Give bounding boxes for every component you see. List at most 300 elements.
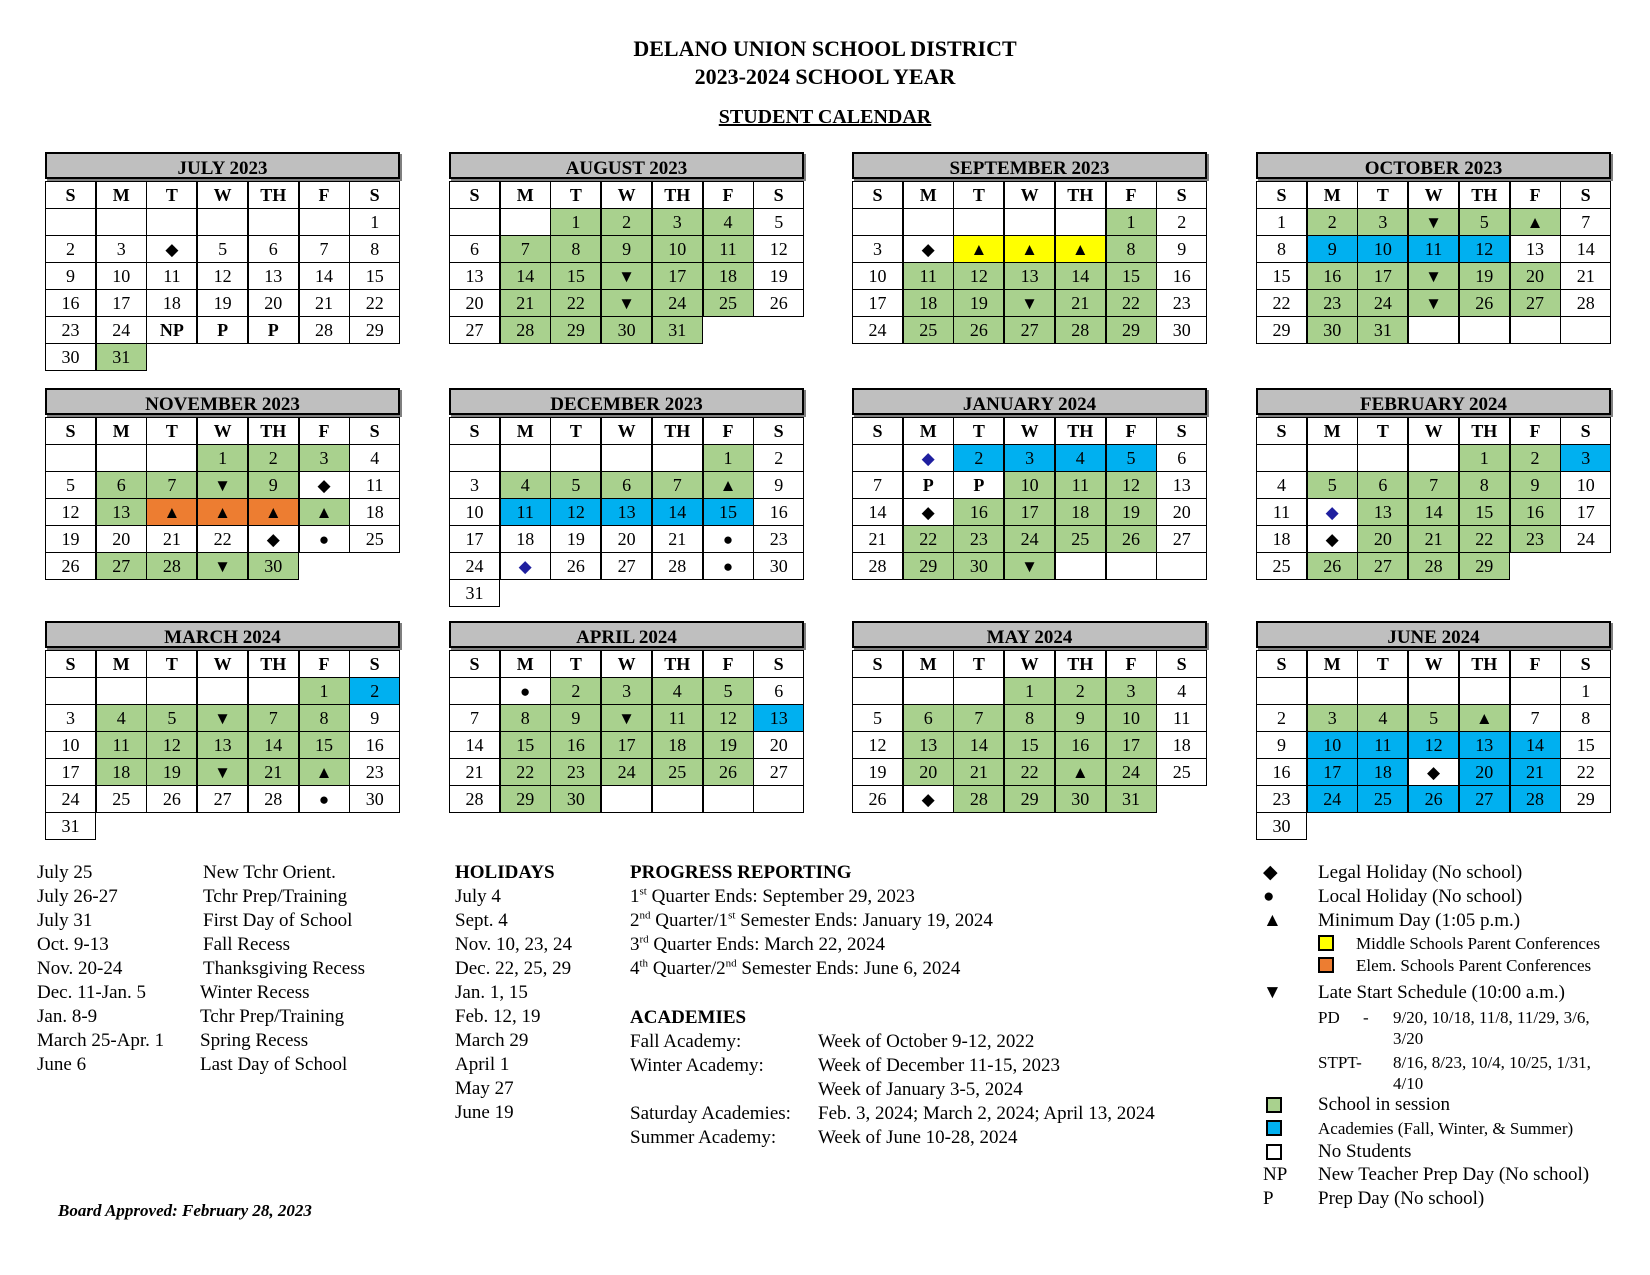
day-cell: 15 [1560,731,1611,759]
day-cell: 9 [1055,704,1106,732]
key-date-event: Last Day of School [200,1054,348,1075]
day-cell: 11 [1357,731,1408,759]
triangle-down-icon: ▼ [601,262,652,290]
day-cell [1459,316,1510,344]
day-cell: 19 [953,289,1004,317]
day-cell: 5 [1307,471,1358,499]
day-cell: 6 [1156,444,1207,472]
academy-value: Week of January 3-5, 2024 [818,1079,1023,1100]
day-cell: 21 [1560,262,1611,290]
day-cell: 6 [903,704,954,732]
day-cell: 28 [1560,289,1611,317]
legend-no-students: No Students [1318,1141,1412,1162]
day-cell: 29 [500,785,551,813]
progress-title: PROGRESS REPORTING [630,862,852,883]
day-cell: 7 [652,471,703,499]
legend-pd-dash: - [1363,1008,1369,1027]
day-cell [1106,552,1157,580]
diamond-icon: ◆ [1408,758,1459,786]
key-date-event: Tchr Prep/Training [200,1006,345,1027]
day-cell: 20 [449,289,500,317]
day-cell: 5 [1459,208,1510,236]
day-cell: 14 [652,498,703,526]
day-cell [1560,316,1611,344]
day-cell [248,677,299,705]
weekday-header: TH [1055,417,1106,445]
weekday-header: W [197,181,248,209]
circle-icon: ● [703,525,754,553]
day-cell: 27 [449,316,500,344]
day-cell: 7 [852,471,903,499]
day-cell [146,677,197,705]
day-cell: 26 [753,289,804,317]
day-cell: 17 [652,262,703,290]
day-cell: 3 [852,235,903,263]
weekday-header: S [1560,181,1611,209]
day-cell: 16 [349,731,400,759]
day-cell: 27 [753,758,804,786]
key-date-event: Spring Recess [200,1030,309,1051]
legend-late-start: Late Start Schedule (10:00 a.m.) [1318,982,1565,1003]
weekday-header: F [1106,650,1157,678]
day-cell: 7 [299,235,350,263]
day-cell: 23 [753,525,804,553]
month-grid [45,650,400,836]
weekday-header: TH [652,650,703,678]
day-cell [1408,444,1459,472]
diamond-icon: ◆ [248,525,299,553]
legend-p-text: Prep Day (No school) [1318,1188,1485,1209]
day-cell [1357,444,1408,472]
day-cell: 7 [1560,208,1611,236]
day-cell: 28 [500,316,551,344]
day-cell: 7 [500,235,551,263]
day-cell: 11 [903,262,954,290]
day-cell: 18 [1156,731,1207,759]
key-date: Nov. 20-24 [37,958,123,979]
day-cell: 28 [449,785,500,813]
weekday-header: S [45,417,96,445]
day-cell: 3 [1004,444,1055,472]
day-cell: 24 [45,785,96,813]
day-cell: 16 [1510,498,1561,526]
day-cell: 15 [299,731,350,759]
day-cell: 26 [146,785,197,813]
day-cell: 8 [1256,235,1307,263]
diamond-icon: ◆ [500,552,551,580]
day-cell: 1 [197,444,248,472]
day-cell: 3 [1560,444,1611,472]
day-cell: 1 [703,444,754,472]
day-cell: 12 [1459,235,1510,263]
day-cell: 13 [753,704,804,732]
weekday-header: S [449,181,500,209]
day-cell: 13 [601,498,652,526]
day-cell: 22 [550,289,601,317]
weekday-header: W [1408,181,1459,209]
day-cell: 5 [197,235,248,263]
day-cell: 27 [1510,289,1561,317]
progress-q2: 2nd Quarter/1st Semester Ends: January 19, 2024 [630,909,993,931]
academy-label: Winter Academy: [630,1055,764,1076]
day-cell: 16 [1156,262,1207,290]
academy-label: Saturday Academies: [630,1103,791,1124]
day-cell: 21 [146,525,197,553]
triangle-down-icon: ▼ [1004,552,1055,580]
day-cell: 18 [1055,498,1106,526]
day-cell: 28 [1510,785,1561,813]
day-cell [96,677,147,705]
day-cell: 16 [953,498,1004,526]
day-cell: 26 [953,316,1004,344]
weekday-header: M [903,181,954,209]
day-cell: 16 [753,498,804,526]
weekday-header: M [500,181,551,209]
day-cell: 12 [197,262,248,290]
day-cell: 8 [550,235,601,263]
legend-ms-conferences: Middle Schools Parent Conferences [1356,934,1601,953]
day-cell [45,208,96,236]
progress-q1: 1st Quarter Ends: September 29, 2023 [630,885,915,907]
day-cell: 15 [1106,262,1157,290]
day-cell: 14 [953,731,1004,759]
day-cell [248,208,299,236]
month-title: DECEMBER 2023 [449,388,804,415]
weekday-header: W [1408,417,1459,445]
weekday-header: M [96,417,147,445]
key-date-event: New Tchr Orient. [203,862,336,883]
month-grid [449,181,804,343]
day-cell: 1 [1256,208,1307,236]
day-cell: 12 [1408,731,1459,759]
day-cell: 17 [601,731,652,759]
diamond-icon: ◆ [903,235,954,263]
day-cell: 24 [449,552,500,580]
month-4 [1256,152,1611,343]
day-cell [753,785,804,813]
day-cell: 6 [753,677,804,705]
day-cell: 9 [1256,731,1307,759]
day-cell: 25 [652,758,703,786]
legend-minimum-day: Minimum Day (1:05 p.m.) [1318,910,1521,931]
triangle-up-icon: ▲ [1055,758,1106,786]
day-cell: 13 [1459,731,1510,759]
weekday-header: S [1256,650,1307,678]
day-cell: 8 [1459,471,1510,499]
day-cell: 1 [1560,677,1611,705]
academy-value: Week of October 9-12, 2022 [818,1031,1035,1052]
circle-icon: ● [299,525,350,553]
weekday-header: T [146,650,197,678]
diamond-icon: ◆ [903,498,954,526]
day-cell: 11 [500,498,551,526]
key-date: March 25-Apr. 1 [37,1030,165,1051]
day-cell [1459,677,1510,705]
yellow-swatch-icon [1318,935,1334,951]
day-cell: 17 [1307,758,1358,786]
weekday-header: TH [1459,181,1510,209]
day-cell: 11 [1156,704,1207,732]
weekday-header: S [852,181,903,209]
day-cell: 29 [1106,316,1157,344]
day-cell: 17 [449,525,500,553]
day-cell: 15 [500,731,551,759]
day-cell: 12 [753,235,804,263]
day-cell: 18 [146,289,197,317]
weekday-header: S [1156,650,1207,678]
weekday-header: TH [1459,650,1510,678]
day-cell: 24 [1357,289,1408,317]
day-cell: 22 [1256,289,1307,317]
day-cell: 9 [550,704,601,732]
day-cell [1156,552,1207,580]
month-title: MARCH 2024 [45,621,400,648]
holiday-date: April 1 [455,1054,510,1075]
day-cell: 1 [550,208,601,236]
day-cell: 2 [1055,677,1106,705]
month-title: FEBRUARY 2024 [1256,388,1611,415]
key-date: July 25 [37,862,93,883]
day-cell: 14 [1408,498,1459,526]
day-cell: 30 [1055,785,1106,813]
legend-pd-label: PD [1318,1008,1340,1027]
day-cell: 10 [652,235,703,263]
day-cell: 22 [197,525,248,553]
day-cell [1408,316,1459,344]
day-cell: 18 [652,731,703,759]
day-cell [953,208,1004,236]
day-cell: 11 [1408,235,1459,263]
day-cell: 29 [1004,785,1055,813]
day-cell: 21 [1510,758,1561,786]
day-cell: 24 [652,289,703,317]
day-cell: 10 [449,498,500,526]
day-cell: 20 [601,525,652,553]
weekday-header: S [1156,181,1207,209]
weekday-header: W [1004,650,1055,678]
triangle-down-icon: ▼ [601,289,652,317]
day-cell: 19 [45,525,96,553]
holiday-date: Sept. 4 [455,910,508,931]
weekday-header: S [449,417,500,445]
day-cell [601,444,652,472]
day-cell: 3 [1106,677,1157,705]
day-cell: 31 [449,579,500,607]
weekday-header: M [903,650,954,678]
day-cell: 2 [753,444,804,472]
key-date-event: Winter Recess [200,982,310,1003]
day-cell: 29 [550,316,601,344]
day-cell: 18 [96,758,147,786]
day-cell: 1 [1459,444,1510,472]
day-cell: 4 [96,704,147,732]
day-cell: 27 [1459,785,1510,813]
day-cell: 20 [753,731,804,759]
day-cell: 30 [550,785,601,813]
day-cell: 18 [500,525,551,553]
academies-title: ACADEMIES [630,1007,747,1028]
weekday-header: W [601,181,652,209]
day-cell: 10 [96,262,147,290]
month-grid [852,181,1207,343]
triangle-up-icon: ▲ [248,498,299,526]
day-cell: 19 [1106,498,1157,526]
day-cell: 21 [852,525,903,553]
weekday-header: S [45,181,96,209]
weekday-header: M [1307,181,1358,209]
day-cell: 19 [703,731,754,759]
day-cell: 12 [703,704,754,732]
day-cell: 13 [449,262,500,290]
day-cell: 3 [601,677,652,705]
day-cell: 28 [1055,316,1106,344]
day-cell: 15 [1459,498,1510,526]
day-cell: 23 [550,758,601,786]
day-cell: 4 [1357,704,1408,732]
weekday-header: W [1004,181,1055,209]
day-cell: 14 [299,262,350,290]
month-title: SEPTEMBER 2023 [852,152,1207,179]
day-cell: 20 [1510,262,1561,290]
day-cell: 26 [550,552,601,580]
day-cell: 17 [852,289,903,317]
day-cell: 18 [1256,525,1307,553]
day-cell: 10 [1004,471,1055,499]
day-cell: 25 [1055,525,1106,553]
day-cell [852,444,903,472]
day-cell: 7 [1510,704,1561,732]
holiday-date: May 27 [455,1078,514,1099]
day-cell [1357,677,1408,705]
day-cell: 5 [1408,704,1459,732]
holiday-date: July 4 [455,886,501,907]
day-cell: 4 [652,677,703,705]
weekday-header: T [146,181,197,209]
key-date-event: Tchr Prep/Training [203,886,348,907]
diamond-icon: ◆ [903,444,954,472]
day-cell: 27 [1156,525,1207,553]
day-cell: 9 [45,262,96,290]
day-cell: 30 [753,552,804,580]
month-title: JULY 2023 [45,152,400,179]
day-cell: 30 [248,552,299,580]
day-cell: 6 [601,471,652,499]
month-3 [852,152,1207,343]
day-cell: 26 [852,785,903,813]
weekday-header: W [601,417,652,445]
academy-label: Summer Academy: [630,1127,777,1148]
day-cell: 3 [1357,208,1408,236]
holiday-date: Jan. 1, 15 [455,982,528,1003]
day-cell: 17 [1560,498,1611,526]
holidays-title: HOLIDAYS [455,862,555,883]
day-cell: 1 [1106,208,1157,236]
day-cell: 8 [1106,235,1157,263]
day-cell: 10 [1307,731,1358,759]
day-cell: 24 [1106,758,1157,786]
day-cell: 28 [248,785,299,813]
month-7 [852,388,1207,579]
legend-legal-holiday: Legal Holiday (No school) [1318,862,1523,883]
day-cell: 13 [1357,498,1408,526]
legend-stpt-dates: 8/16, 8/23, 10/4, 10/25, 1/31, [1393,1053,1591,1072]
day-cell: 12 [1106,471,1157,499]
weekday-header: T [550,181,601,209]
weekday-header: T [953,650,1004,678]
weekday-header: W [197,650,248,678]
key-date: Dec. 11-Jan. 5 [37,982,147,1003]
weekday-header: S [1256,417,1307,445]
triangle-down-icon: ▼ [197,704,248,732]
month-11 [852,621,1207,812]
day-cell: 3 [299,444,350,472]
day-cell: 25 [349,525,400,553]
day-cell: 7 [1408,471,1459,499]
day-cell: P [903,471,954,499]
legend-in-session: School in session [1318,1094,1450,1115]
weekday-header: F [299,417,350,445]
month-title: MAY 2024 [852,621,1207,648]
day-cell: 4 [349,444,400,472]
legend-stpt-label: STPT- [1318,1053,1362,1072]
circle-icon: ● [299,785,350,813]
holiday-date: Feb. 12, 19 [455,1006,541,1027]
triangle-up-icon: ▲ [703,471,754,499]
weekday-header: S [1156,417,1207,445]
day-cell [45,677,96,705]
day-cell: 2 [953,444,1004,472]
day-cell: 30 [1256,812,1307,840]
month-grid [1256,417,1611,579]
weekday-header: W [197,417,248,445]
day-cell: 20 [1156,498,1207,526]
month-5 [45,388,400,579]
day-cell: 19 [852,758,903,786]
legend-p-code: P [1263,1188,1274,1209]
day-cell: 22 [1459,525,1510,553]
weekday-header: T [146,417,197,445]
day-cell: 20 [1459,758,1510,786]
triangle-down-icon: ▼ [197,758,248,786]
day-cell: 22 [500,758,551,786]
day-cell: 10 [1106,704,1157,732]
day-cell [449,208,500,236]
weekday-header: S [753,417,804,445]
day-cell: 26 [1106,525,1157,553]
day-cell: 31 [45,812,96,840]
day-cell: 4 [703,208,754,236]
month-2 [449,152,804,343]
day-cell: 16 [1256,758,1307,786]
day-cell [1055,552,1106,580]
academy-value: Feb. 3, 2024; March 2, 2024; April 13, 2024 [818,1103,1155,1124]
day-cell: 12 [550,498,601,526]
day-cell: 14 [1560,235,1611,263]
day-cell: 11 [96,731,147,759]
day-cell: 19 [197,289,248,317]
day-cell: 9 [248,471,299,499]
triangle-down-icon: ▼ [197,552,248,580]
day-cell: 3 [45,704,96,732]
day-cell: 1 [1004,677,1055,705]
day-cell: 23 [45,316,96,344]
day-cell: 21 [953,758,1004,786]
day-cell: 25 [96,785,147,813]
day-cell: 12 [953,262,1004,290]
triangle-up-icon: ▲ [1055,235,1106,263]
day-cell: 12 [45,498,96,526]
weekday-header: S [349,417,400,445]
